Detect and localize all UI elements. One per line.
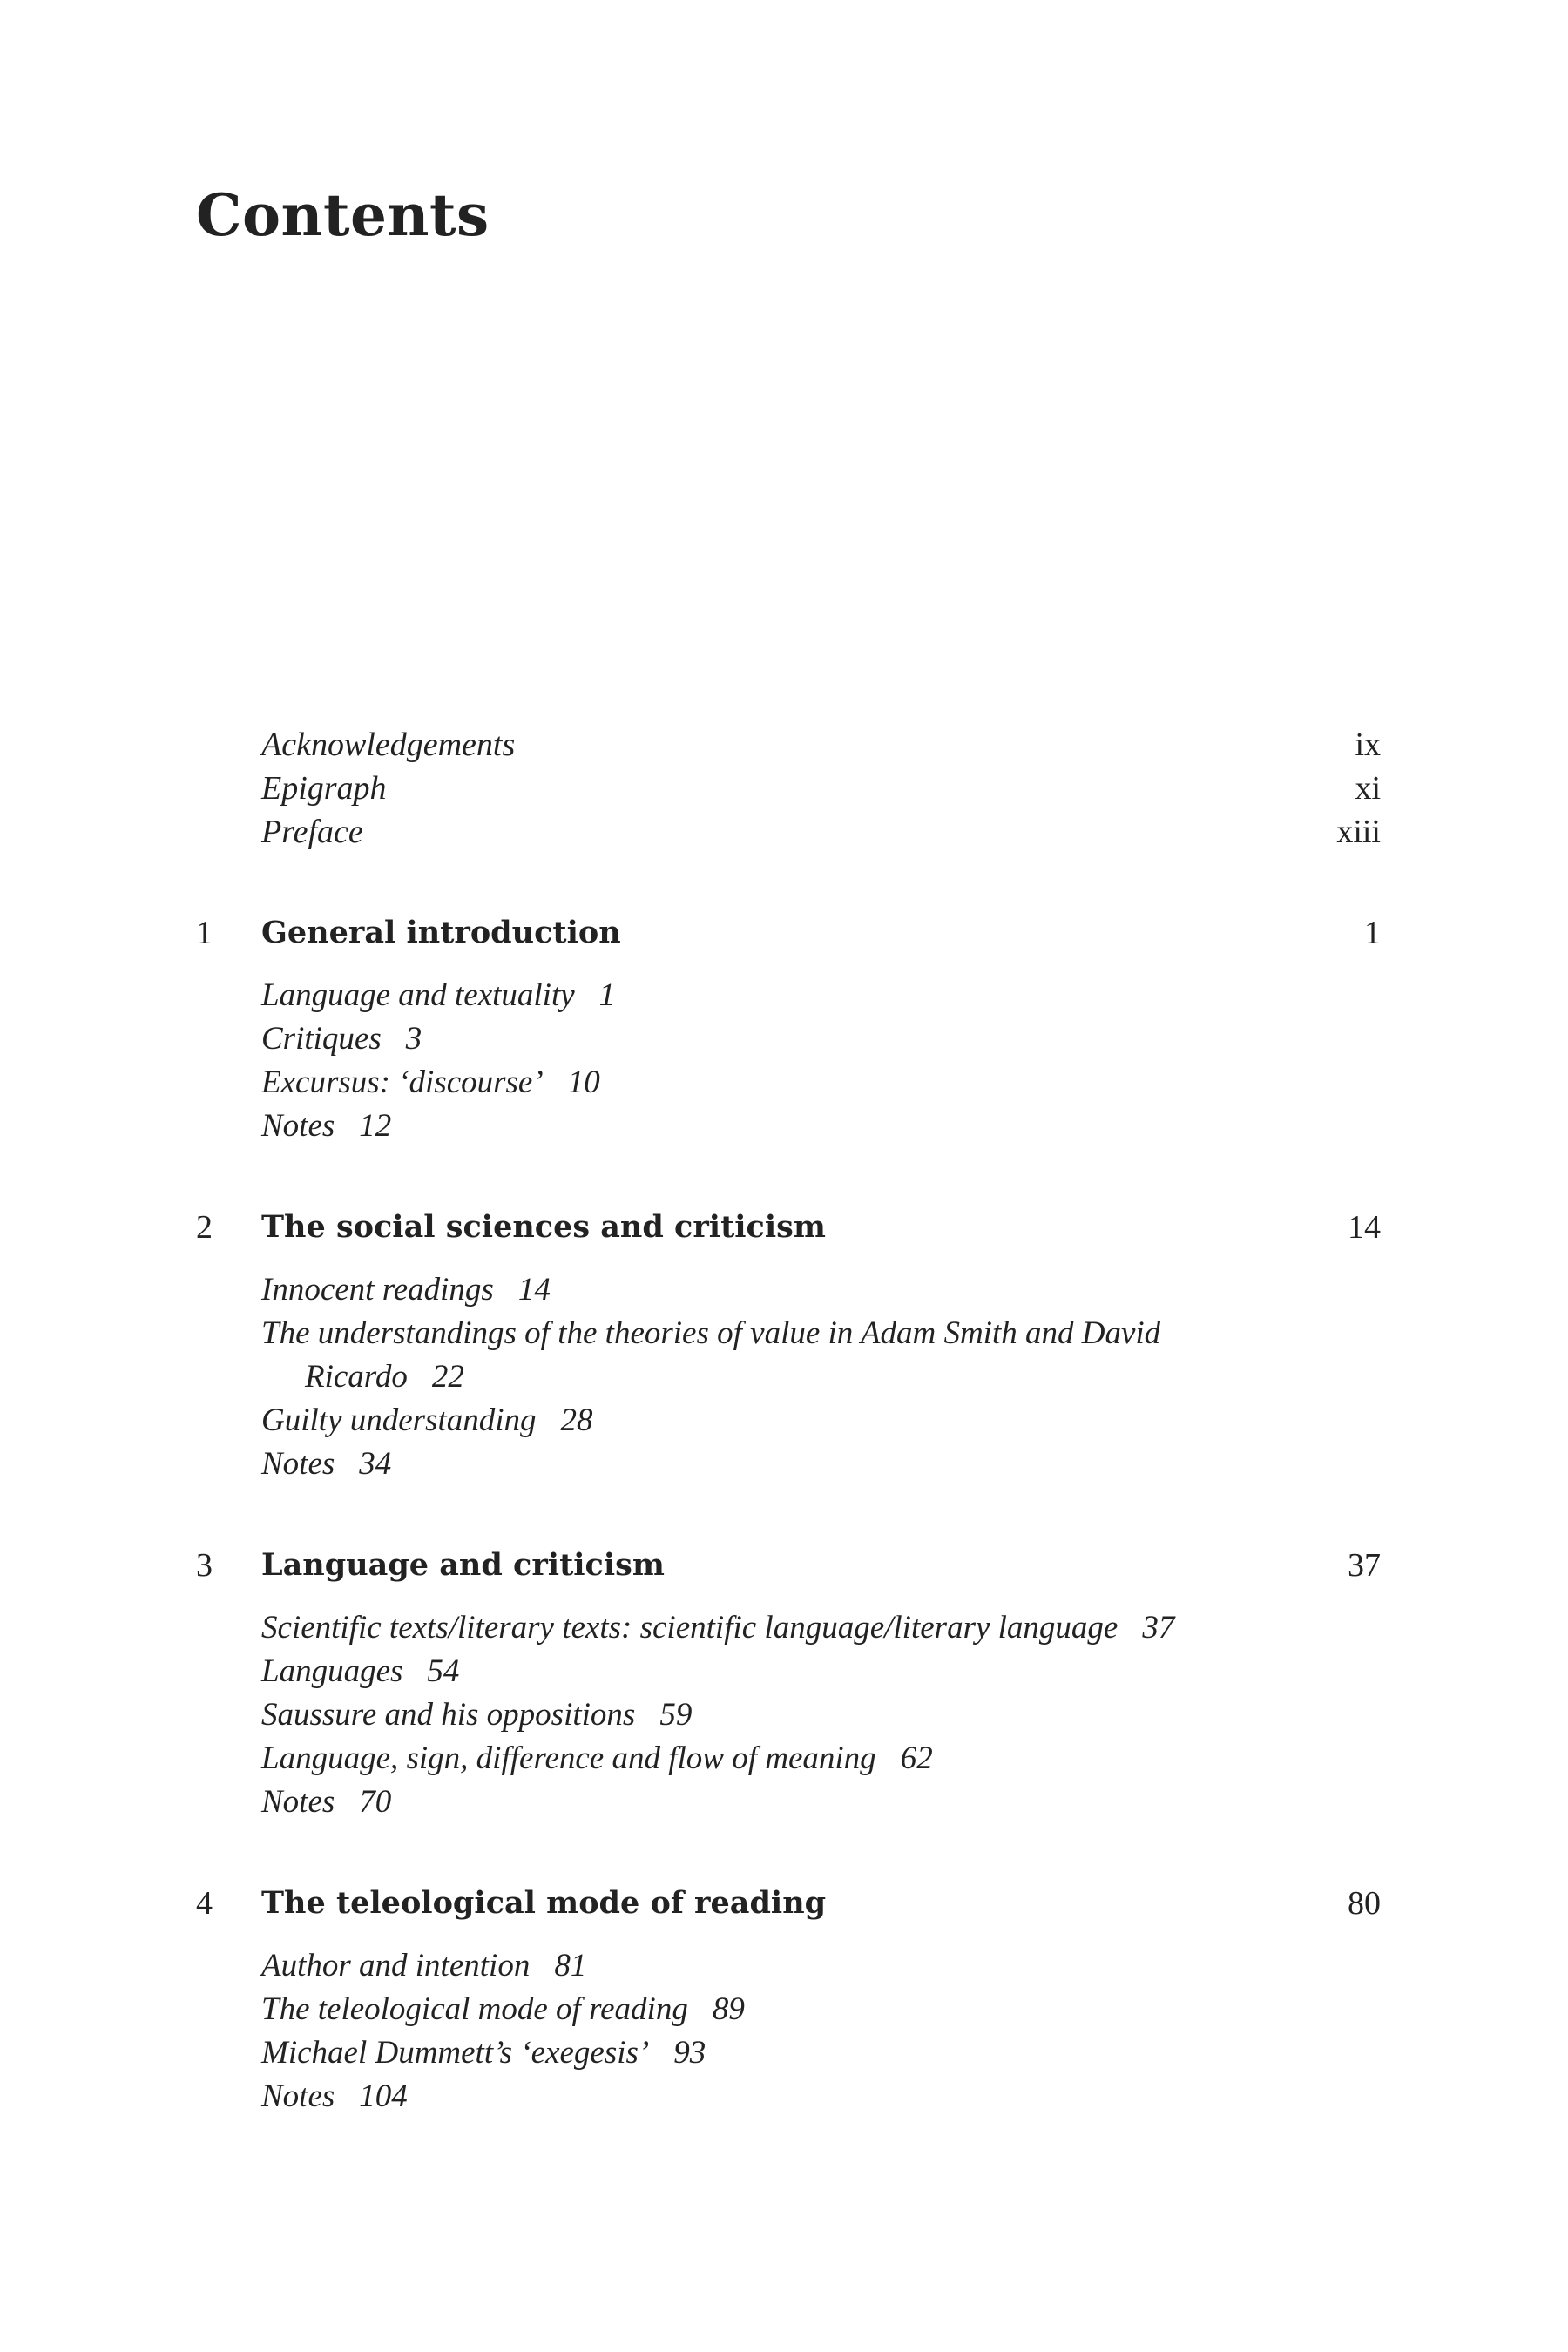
section-title: Innocent readings [261,1272,494,1308]
section-title: Author and intention [261,1948,531,1984]
chapter-title: The social sciences and criticism [261,1209,826,1245]
entry-page-number: xiii [1336,814,1381,850]
section-entry[interactable] [261,1737,1263,1781]
section-page-number: 28 [560,1402,593,1438]
section-title: Notes [261,2078,335,2114]
section-title: Notes [261,1784,335,1820]
section-title: Scientific texts/literary texts: scientific language/literary language [261,1610,1119,1646]
section-list [196,1606,1381,1824]
section-entry[interactable] [261,2031,1263,2075]
section-entry[interactable] [261,1399,1263,1443]
front-matter-list [196,723,1381,854]
chapter-page-number: 14 [1348,1209,1381,1246]
section-title: Critiques [261,1021,382,1057]
section-title: The teleological mode of reading [261,1991,688,2027]
section-page-number: 3 [405,1021,422,1057]
chapter-page-number: 1 [1364,915,1381,951]
section-entry[interactable] [261,1268,1263,1312]
chapter-heading[interactable] [196,908,1381,958]
section-entry[interactable] [261,1061,1263,1105]
section-list [196,974,1381,1148]
chapter-3 [196,1540,1381,1824]
section-title: Language, sign, difference and flow of meaning [261,1740,876,1776]
front-matter-entry[interactable] [196,810,1381,854]
section-entry[interactable] [261,1988,1263,2031]
front-matter-entry[interactable] [196,723,1381,767]
chapter-4 [196,1878,1381,2119]
entry-title: Epigraph [261,770,387,807]
section-entry[interactable] [261,1944,1263,1988]
section-list [196,1268,1381,1486]
chapter-heading[interactable] [196,1202,1381,1253]
section-title: Language and textuality [261,977,575,1013]
chapter-heading[interactable] [196,1878,1381,1929]
section-page-number: 10 [567,1064,600,1100]
section-title: Excursus: ‘discourse’ [261,1064,544,1100]
section-page-number: 22 [431,1359,464,1395]
section-entry[interactable] [261,1105,1263,1148]
entry-title: Preface [261,814,363,850]
section-page-number: 14 [517,1272,551,1308]
section-list [196,1944,1381,2119]
chapter-number: 1 [196,915,213,951]
entry-page-number: ix [1355,727,1381,763]
section-page-number: 70 [359,1784,392,1820]
chapter-heading[interactable] [196,1540,1381,1591]
page-title: Contents [196,181,490,249]
section-entry[interactable] [261,1312,1263,1399]
section-title: Saussure and his oppositions [261,1697,636,1733]
chapter-page-number: 80 [1348,1885,1381,1922]
section-entry[interactable] [261,1017,1263,1061]
chapter-number: 3 [196,1547,213,1584]
section-page-number: 59 [659,1697,693,1733]
table-of-contents [196,723,1381,2119]
entry-page-number: xi [1355,770,1381,807]
section-title: Notes [261,1108,335,1144]
section-page-number: 12 [359,1108,392,1144]
section-title: The understandings of the theories of value in Adam Smith and David Ricardo [261,1315,1161,1395]
section-title: Notes [261,1446,335,1482]
chapter-number: 4 [196,1885,213,1922]
front-matter-entry[interactable] [196,767,1381,810]
chapter-2 [196,1202,1381,1486]
section-title: Michael Dummett’s ‘exegesis’ [261,2035,650,2071]
chapter-title: The teleological mode of reading [261,1885,827,1921]
section-title: Languages [261,1653,403,1689]
entry-title: Acknowledgements [261,727,516,763]
section-entry[interactable] [261,1443,1263,1486]
section-page-number: 1 [598,977,616,1013]
section-page-number: 54 [427,1653,460,1689]
section-entry[interactable] [261,1650,1263,1693]
section-entry[interactable] [261,1606,1263,1650]
chapter-1 [196,908,1381,1148]
section-page-number: 93 [673,2035,706,2071]
section-page-number: 81 [554,1948,587,1984]
section-page-number: 89 [712,1991,745,2027]
section-entry[interactable] [261,1693,1263,1737]
section-entry[interactable] [261,974,1263,1017]
chapter-page-number: 37 [1348,1547,1381,1584]
section-entry[interactable] [261,1781,1263,1824]
section-page-number: 34 [359,1446,392,1482]
chapter-title: General introduction [261,915,621,950]
section-page-number: 37 [1142,1610,1175,1646]
section-entry[interactable] [261,2075,1263,2119]
section-title: Guilty understanding [261,1402,537,1438]
section-page-number: 104 [359,2078,408,2114]
section-page-number: 62 [900,1740,933,1776]
chapter-number: 2 [196,1209,213,1246]
chapter-title: Language and criticism [261,1547,665,1583]
